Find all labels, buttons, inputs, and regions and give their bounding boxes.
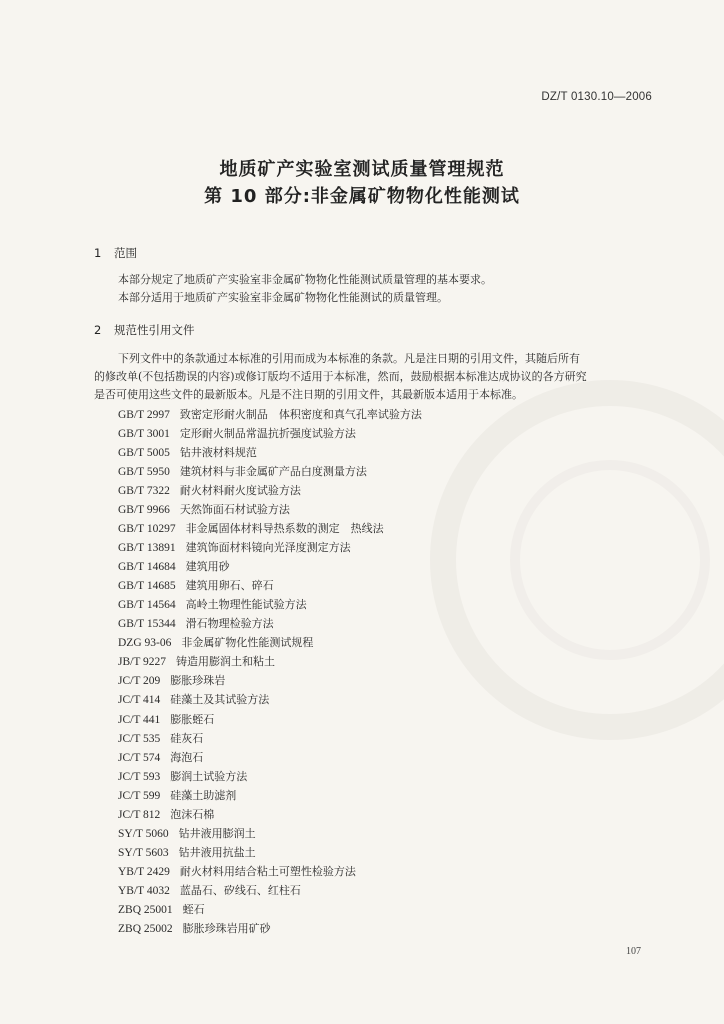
reference-item bbox=[118, 500, 422, 519]
reference-item bbox=[118, 767, 422, 786]
reference-title: 膨润土试验方法 bbox=[170, 769, 248, 783]
section-1-paragraph-1: 本部分规定了地质矿产实验室非金属矿物物化性能测试质量管理的基本要求。 bbox=[118, 273, 492, 286]
reference-item bbox=[118, 519, 422, 538]
reference-code: GB/T 7322 bbox=[118, 485, 170, 498]
reference-code: YB/T 4032 bbox=[118, 884, 170, 897]
watermark-seal bbox=[430, 380, 724, 740]
reference-code: GB/T 10297 bbox=[118, 523, 176, 536]
reference-list bbox=[118, 405, 422, 938]
reference-item bbox=[118, 690, 422, 709]
reference-item bbox=[118, 633, 422, 652]
reference-title: 滑石物理检验方法 bbox=[185, 617, 274, 631]
reference-item bbox=[118, 748, 422, 767]
reference-code: JC/T 593 bbox=[118, 770, 161, 783]
reference-code: JC/T 574 bbox=[118, 751, 161, 764]
reference-title: 泡沫石棉 bbox=[170, 807, 215, 821]
reference-title: 硅灰石 bbox=[170, 731, 204, 745]
reference-title: 非金属矿物化性能测试规程 bbox=[181, 636, 314, 650]
section-1-paragraph-2: 本部分适用于地质矿产实验室非金属矿物物化性能测试的质量管理。 bbox=[118, 291, 448, 304]
reference-title: 耐火材料耐火度试验方法 bbox=[179, 484, 301, 498]
watermark-seal-inner bbox=[510, 460, 710, 660]
reference-code: DZG 93-06 bbox=[118, 637, 172, 650]
reference-item bbox=[118, 405, 422, 424]
reference-code: GB/T 14684 bbox=[118, 561, 176, 574]
reference-item bbox=[118, 481, 422, 500]
section-2-intro-line-3: 是否可使用这些文件的最新版本。凡是不注日期的引用文件，其最新版本适用于本标准。 bbox=[94, 388, 523, 401]
reference-item bbox=[118, 576, 422, 595]
section-2-title: 规范性引用文件 bbox=[114, 323, 195, 337]
section-1-title: 范围 bbox=[114, 246, 137, 260]
document-subtitle: 第 10 部分:非金属矿物物化性能测试 bbox=[204, 186, 520, 207]
reference-code: JC/T 441 bbox=[118, 713, 161, 726]
reference-title: 钻井液材料规范 bbox=[179, 446, 257, 460]
reference-title: 膨胀珍珠岩用矿砂 bbox=[182, 921, 271, 935]
reference-title: 钻井液用抗盐土 bbox=[178, 845, 256, 859]
reference-item bbox=[118, 786, 422, 805]
reference-code: GB/T 14685 bbox=[118, 580, 176, 593]
reference-code: GB/T 3001 bbox=[118, 428, 170, 441]
reference-title: 天然饰面石材试验方法 bbox=[179, 503, 290, 517]
reference-item bbox=[118, 919, 422, 938]
reference-title: 致密定形耐火制品 体积密度和真气孔率试验方法 bbox=[179, 408, 422, 421]
section-2-intro-line-1: 下列文件中的条款通过本标准的引用而成为本标准的条款。凡是注日期的引用文件，其随后所有 bbox=[118, 352, 580, 365]
standard-id: DZ/T 0130.10—2006 bbox=[541, 91, 652, 103]
reference-code: ZBQ 25002 bbox=[118, 922, 173, 935]
reference-code: GB/T 14564 bbox=[118, 599, 176, 612]
reference-title: 建筑用砂 bbox=[185, 560, 230, 574]
reference-code: JC/T 535 bbox=[118, 732, 161, 745]
reference-item bbox=[118, 710, 422, 729]
reference-item bbox=[118, 843, 422, 862]
section-1-number: 1 bbox=[94, 246, 102, 260]
reference-code: GB/T 5950 bbox=[118, 466, 170, 479]
reference-title: 建筑用卵石、碎石 bbox=[185, 579, 274, 593]
reference-item bbox=[118, 614, 422, 633]
reference-code: JC/T 209 bbox=[118, 675, 161, 688]
reference-title: 建筑材料与非金属矿产品白度测量方法 bbox=[179, 465, 367, 479]
reference-code: JC/T 812 bbox=[118, 808, 161, 821]
reference-item bbox=[118, 462, 422, 481]
reference-item bbox=[118, 729, 422, 748]
page-number: 107 bbox=[626, 946, 641, 957]
section-1-heading bbox=[94, 245, 137, 261]
reference-title: 硅藻土助滤剂 bbox=[170, 788, 237, 802]
section-2-heading bbox=[94, 322, 195, 338]
reference-title: 非金属固体材料导热系数的测定 热线法 bbox=[185, 522, 384, 536]
reference-title: 膨胀蛭石 bbox=[170, 712, 215, 726]
reference-code: SY/T 5603 bbox=[118, 846, 169, 859]
reference-item bbox=[118, 557, 422, 576]
reference-title: 硅藻土及其试验方法 bbox=[170, 693, 270, 707]
reference-item bbox=[118, 538, 422, 557]
reference-item bbox=[118, 671, 422, 690]
reference-title: 高岭土物理性能试验方法 bbox=[185, 598, 307, 612]
reference-code: GB/T 15344 bbox=[118, 618, 176, 631]
reference-item bbox=[118, 595, 422, 614]
reference-code: JC/T 414 bbox=[118, 694, 161, 707]
reference-title: 定形耐火制品常温抗折强度试验方法 bbox=[179, 427, 356, 441]
reference-code: ZBQ 25001 bbox=[118, 903, 173, 916]
reference-title: 蛭石 bbox=[182, 902, 205, 916]
reference-code: GB/T 5005 bbox=[118, 447, 170, 460]
reference-title: 铸造用膨润土和粘土 bbox=[176, 655, 276, 669]
reference-code: YB/T 2429 bbox=[118, 865, 170, 878]
reference-title: 建筑饰面材料镜向光泽度测定方法 bbox=[185, 541, 351, 555]
section-2-number: 2 bbox=[94, 323, 102, 337]
reference-item bbox=[118, 824, 422, 843]
reference-code: SY/T 5060 bbox=[118, 827, 169, 840]
reference-code: GB/T 2997 bbox=[118, 409, 170, 421]
document-title: 地质矿产实验室测试质量管理规范 bbox=[219, 159, 505, 180]
reference-item bbox=[118, 805, 422, 824]
reference-code: GB/T 13891 bbox=[118, 542, 176, 555]
reference-title: 钻井液用膨润土 bbox=[178, 826, 256, 840]
reference-item bbox=[118, 652, 422, 671]
reference-title: 蓝晶石、矽线石、红柱石 bbox=[179, 883, 301, 897]
reference-item bbox=[118, 862, 422, 881]
reference-item bbox=[118, 443, 422, 462]
reference-title: 膨胀珍珠岩 bbox=[170, 674, 226, 688]
section-2-intro-line-2: 的修改单(不包括勘误的内容)或修订版均不适用于本标准，然而，鼓励根据本标准达成协议的各方研究 bbox=[94, 370, 587, 383]
reference-item bbox=[118, 881, 422, 900]
reference-title: 耐火材料用结合粘土可塑性检验方法 bbox=[179, 864, 356, 878]
reference-code: JC/T 599 bbox=[118, 789, 161, 802]
reference-code: JB/T 9227 bbox=[118, 656, 167, 669]
reference-title: 海泡石 bbox=[170, 750, 204, 764]
reference-code: GB/T 9966 bbox=[118, 504, 170, 517]
reference-item bbox=[118, 900, 422, 919]
reference-item bbox=[118, 424, 422, 443]
